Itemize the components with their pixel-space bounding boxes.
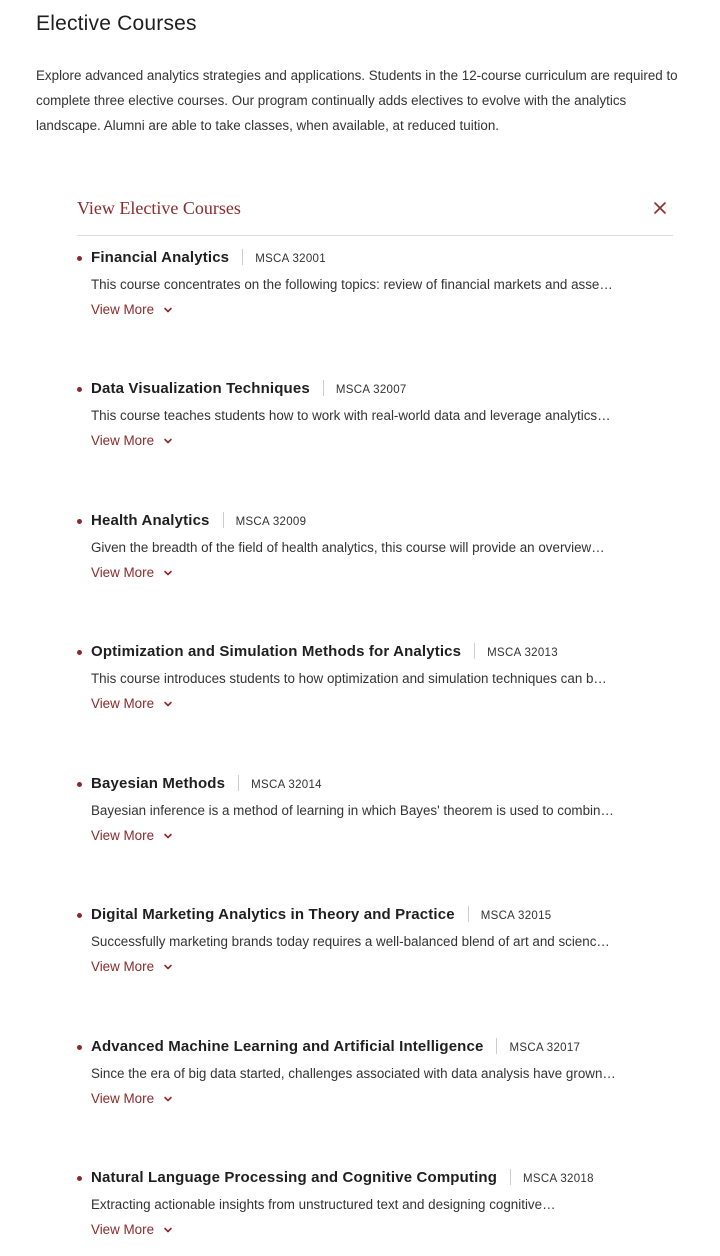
course-code: MSCA 32007 [335,384,407,396]
bullet-icon [77,519,82,524]
course-code: MSCA 32017 [509,1042,581,1054]
view-more-label: View More [91,1091,155,1106]
course-code: MSCA 32014 [251,779,322,791]
course-item [77,775,673,855]
view-more-button[interactable] [91,565,173,580]
bullet-icon [77,256,82,261]
view-more-label: View More [91,433,155,448]
chevron-down-icon [163,962,173,972]
course-description: Bayesian inference is a method of learning in which Bayes' theorem is used to combin… [91,803,614,818]
view-more-button[interactable] [91,959,173,974]
bullet-icon [77,913,82,918]
separator [323,380,324,396]
panel-title: View Elective Courses [77,198,241,218]
course-item [77,512,673,592]
view-more-button[interactable] [91,433,173,448]
chevron-down-icon [163,305,173,315]
course-item [77,643,673,723]
chevron-down-icon [163,831,173,841]
close-icon [651,199,669,217]
course-title: Advanced Machine Learning and Artificial Intelligence MSCA 32017 [91,1038,581,1055]
close-button[interactable] [651,199,669,217]
view-more-label: View More [91,302,155,317]
panel-header [77,193,673,236]
separator [238,775,239,791]
course-description: Successfully marketing brands today requires a well-balanced blend of art and scienc… [91,934,610,949]
course-description: Since the era of big data started, challenges associated with data analysis have grown… [91,1066,616,1081]
course-item [77,380,673,460]
course-description: Given the breadth of the field of health analytics, this course will provide an overview… [91,540,605,555]
course-item [77,906,673,986]
separator [510,1169,511,1185]
chevron-down-icon [163,568,173,578]
course-title: Health Analytics MSCA 32009 [91,512,307,529]
separator [474,643,475,659]
separator [223,512,224,528]
bullet-icon [77,1045,82,1050]
view-more-label: View More [91,828,155,843]
course-description: This course concentrates on the following topics: review of financial markets and asse… [91,277,613,292]
view-more-label: View More [91,696,155,711]
chevron-down-icon [163,1225,173,1235]
chevron-down-icon [163,436,173,446]
bullet-icon [77,782,82,787]
course-code: MSCA 32015 [480,910,552,922]
course-title: Natural Language Processing and Cognitive Computing MSCA 32018 [91,1169,594,1186]
view-more-label: View More [91,1222,155,1237]
intro-paragraph: Explore advanced analytics strategies and applications. Students in the 12-course curriculum are required to complete three elective courses. Our program continually adds electives to evolve with the analytics landscape. Alumni are able to take classes, when available, at reduced tuition. [36,68,678,133]
course-code: MSCA 32001 [255,253,326,265]
course-item [77,1038,673,1118]
course-description: Extracting actionable insights from unstructured text and designing cognitive… [91,1197,556,1212]
separator [242,249,243,265]
bullet-icon [77,1176,82,1181]
course-code: MSCA 32018 [523,1173,594,1185]
elective-courses-panel [77,193,673,1237]
course-item [77,1169,673,1249]
chevron-down-icon [163,699,173,709]
course-description: This course teaches students how to work with real-world data and leverage analytics… [91,408,611,423]
bullet-icon [77,387,82,392]
course-title: Financial Analytics MSCA 32001 [91,249,326,266]
course-title: Optimization and Simulation Methods for Analytics MSCA 32013 [91,643,558,660]
chevron-down-icon [163,1094,173,1104]
view-more-label: View More [91,565,155,580]
view-more-button[interactable] [91,828,173,843]
view-more-button[interactable] [91,1091,173,1106]
page-title: Elective Courses [36,12,197,35]
view-more-button[interactable] [91,1222,173,1237]
separator [496,1038,497,1054]
separator [468,906,469,922]
bullet-icon [77,650,82,655]
course-title: Bayesian Methods MSCA 32014 [91,775,322,792]
course-description: This course introduces students to how optimization and simulation techniques can b… [91,671,607,686]
view-more-label: View More [91,959,155,974]
course-title: Digital Marketing Analytics in Theory and Practice MSCA 32015 [91,906,552,923]
view-more-button[interactable] [91,302,173,317]
view-more-button[interactable] [91,696,173,711]
course-code: MSCA 32009 [235,516,307,528]
course-title: Data Visualization Techniques MSCA 32007 [91,380,407,397]
course-code: MSCA 32013 [487,647,558,659]
course-item [77,249,673,329]
